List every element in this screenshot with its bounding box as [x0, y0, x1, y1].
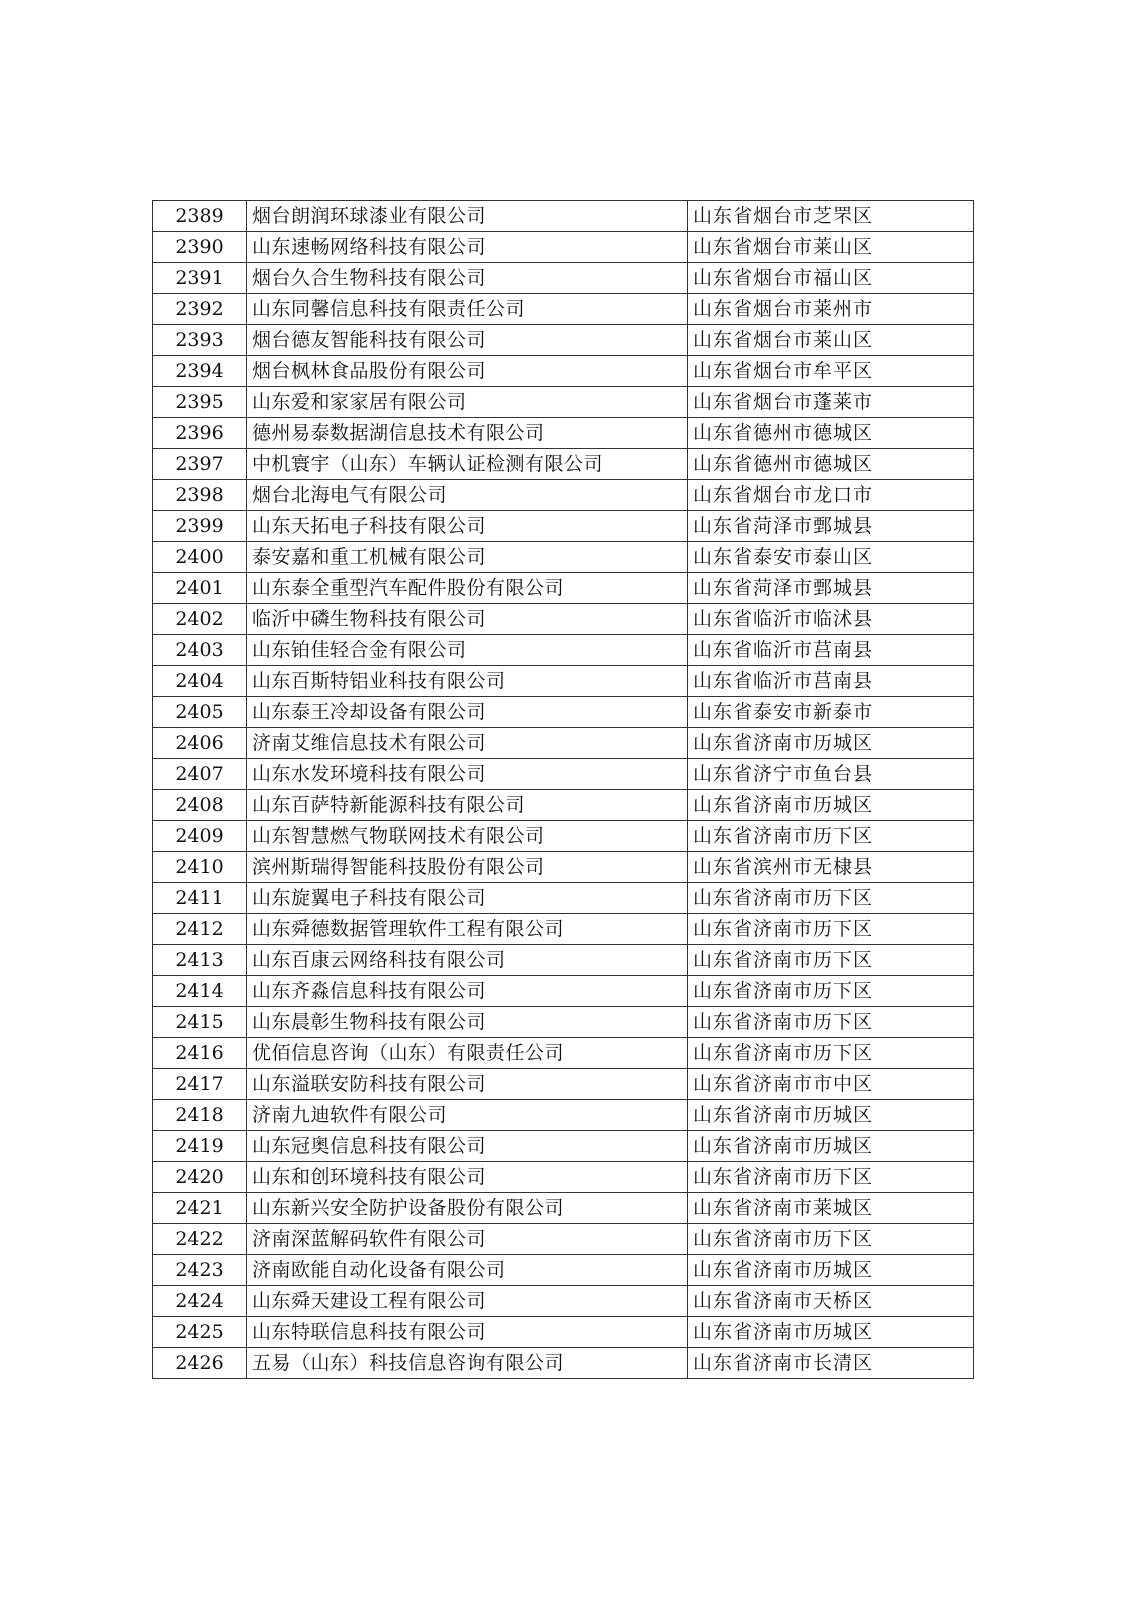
region-cell: 山东省济南市莱城区 [688, 1193, 974, 1224]
row-number-cell: 2421 [153, 1193, 247, 1224]
row-number-cell: 2416 [153, 1038, 247, 1069]
company-name-cell: 中机寰宇（山东）车辆认证检测有限公司 [247, 449, 688, 480]
company-name-cell: 山东铂佳轻合金有限公司 [247, 635, 688, 666]
row-number-cell: 2398 [153, 480, 247, 511]
company-name-cell: 山东舜德数据管理软件工程有限公司 [247, 914, 688, 945]
table-row [153, 263, 974, 294]
region-cell: 山东省德州市德城区 [688, 449, 974, 480]
table-row [153, 1317, 974, 1348]
table-row [153, 1348, 974, 1379]
table-row [153, 604, 974, 635]
row-number-cell: 2390 [153, 232, 247, 263]
region-cell: 山东省烟台市蓬莱市 [688, 387, 974, 418]
table-row [153, 1007, 974, 1038]
company-name-cell: 山东天拓电子科技有限公司 [247, 511, 688, 542]
company-name-cell: 泰安嘉和重工机械有限公司 [247, 542, 688, 573]
table-row [153, 356, 974, 387]
table-row [153, 790, 974, 821]
region-cell: 山东省烟台市福山区 [688, 263, 974, 294]
row-number-cell: 2407 [153, 759, 247, 790]
company-name-cell: 济南深蓝解码软件有限公司 [247, 1224, 688, 1255]
table-row [153, 852, 974, 883]
region-cell: 山东省济南市历下区 [688, 1007, 974, 1038]
region-cell: 山东省济南市历城区 [688, 790, 974, 821]
table-row [153, 945, 974, 976]
table-row [153, 480, 974, 511]
region-cell: 山东省济南市历城区 [688, 728, 974, 759]
region-cell: 山东省菏泽市鄄城县 [688, 573, 974, 604]
row-number-cell: 2389 [153, 201, 247, 232]
company-name-cell: 山东泰王冷却设备有限公司 [247, 697, 688, 728]
row-number-cell: 2395 [153, 387, 247, 418]
company-name-cell: 五易（山东）科技信息咨询有限公司 [247, 1348, 688, 1379]
table-row [153, 1255, 974, 1286]
row-number-cell: 2425 [153, 1317, 247, 1348]
company-name-cell: 滨州斯瑞得智能科技股份有限公司 [247, 852, 688, 883]
region-cell: 山东省临沂市莒南县 [688, 635, 974, 666]
table-row [153, 728, 974, 759]
region-cell: 山东省济南市历城区 [688, 1255, 974, 1286]
region-cell: 山东省滨州市无棣县 [688, 852, 974, 883]
region-cell: 山东省泰安市新泰市 [688, 697, 974, 728]
row-number-cell: 2426 [153, 1348, 247, 1379]
company-name-cell: 临沂中磷生物科技有限公司 [247, 604, 688, 635]
company-name-cell: 山东和创环境科技有限公司 [247, 1162, 688, 1193]
row-number-cell: 2394 [153, 356, 247, 387]
region-cell: 山东省济南市历下区 [688, 821, 974, 852]
region-cell: 山东省泰安市泰山区 [688, 542, 974, 573]
table-row [153, 1100, 974, 1131]
company-name-cell: 烟台久合生物科技有限公司 [247, 263, 688, 294]
table-row [153, 976, 974, 1007]
region-cell: 山东省烟台市莱山区 [688, 325, 974, 356]
row-number-cell: 2401 [153, 573, 247, 604]
company-name-cell: 优佰信息咨询（山东）有限责任公司 [247, 1038, 688, 1069]
region-cell: 山东省济南市历下区 [688, 914, 974, 945]
region-cell: 山东省烟台市莱州市 [688, 294, 974, 325]
table-row [153, 1131, 974, 1162]
company-name-cell: 山东智慧燃气物联网技术有限公司 [247, 821, 688, 852]
company-name-cell: 山东爱和家家居有限公司 [247, 387, 688, 418]
row-number-cell: 2417 [153, 1069, 247, 1100]
row-number-cell: 2420 [153, 1162, 247, 1193]
table-row [153, 914, 974, 945]
company-name-cell: 山东冠奥信息科技有限公司 [247, 1131, 688, 1162]
row-number-cell: 2399 [153, 511, 247, 542]
table-row [153, 1224, 974, 1255]
row-number-cell: 2414 [153, 976, 247, 1007]
row-number-cell: 2419 [153, 1131, 247, 1162]
row-number-cell: 2404 [153, 666, 247, 697]
table-row [153, 1069, 974, 1100]
row-number-cell: 2397 [153, 449, 247, 480]
company-name-cell: 山东特联信息科技有限公司 [247, 1317, 688, 1348]
region-cell: 山东省烟台市龙口市 [688, 480, 974, 511]
table-row [153, 511, 974, 542]
company-name-cell: 烟台枫林食品股份有限公司 [247, 356, 688, 387]
region-cell: 山东省济南市历下区 [688, 976, 974, 1007]
table-row [153, 449, 974, 480]
row-number-cell: 2411 [153, 883, 247, 914]
region-cell: 山东省济南市历下区 [688, 1224, 974, 1255]
region-cell: 山东省菏泽市鄄城县 [688, 511, 974, 542]
row-number-cell: 2391 [153, 263, 247, 294]
company-name-cell: 烟台朗润环球漆业有限公司 [247, 201, 688, 232]
region-cell: 山东省临沂市莒南县 [688, 666, 974, 697]
row-number-cell: 2400 [153, 542, 247, 573]
row-number-cell: 2392 [153, 294, 247, 325]
region-cell: 山东省济南市市中区 [688, 1069, 974, 1100]
company-name-cell: 济南艾维信息技术有限公司 [247, 728, 688, 759]
region-cell: 山东省济南市历城区 [688, 1131, 974, 1162]
region-cell: 山东省烟台市牟平区 [688, 356, 974, 387]
table-row [153, 325, 974, 356]
company-name-cell: 济南九迪软件有限公司 [247, 1100, 688, 1131]
table-body [153, 201, 974, 1379]
region-cell: 山东省济南市长清区 [688, 1348, 974, 1379]
table-row [153, 821, 974, 852]
row-number-cell: 2415 [153, 1007, 247, 1038]
row-number-cell: 2412 [153, 914, 247, 945]
company-name-cell: 济南欧能自动化设备有限公司 [247, 1255, 688, 1286]
table-row [153, 418, 974, 449]
company-name-cell: 烟台德友智能科技有限公司 [247, 325, 688, 356]
company-name-cell: 山东速畅网络科技有限公司 [247, 232, 688, 263]
table-row [153, 1193, 974, 1224]
row-number-cell: 2405 [153, 697, 247, 728]
company-name-cell: 山东百斯特铝业科技有限公司 [247, 666, 688, 697]
table-row [153, 759, 974, 790]
region-cell: 山东省济南市历城区 [688, 1100, 974, 1131]
row-number-cell: 2422 [153, 1224, 247, 1255]
row-number-cell: 2402 [153, 604, 247, 635]
region-cell: 山东省烟台市莱山区 [688, 232, 974, 263]
company-name-cell: 山东水发环境科技有限公司 [247, 759, 688, 790]
table-row [153, 635, 974, 666]
region-cell: 山东省济宁市鱼台县 [688, 759, 974, 790]
region-cell: 山东省临沂市临沭县 [688, 604, 974, 635]
company-list-table [152, 200, 974, 1379]
row-number-cell: 2423 [153, 1255, 247, 1286]
row-number-cell: 2408 [153, 790, 247, 821]
table-row [153, 294, 974, 325]
table-row [153, 573, 974, 604]
row-number-cell: 2418 [153, 1100, 247, 1131]
row-number-cell: 2403 [153, 635, 247, 666]
company-name-cell: 山东旋翼电子科技有限公司 [247, 883, 688, 914]
company-name-cell: 德州易泰数据湖信息技术有限公司 [247, 418, 688, 449]
table-row [153, 1038, 974, 1069]
company-name-cell: 山东泰全重型汽车配件股份有限公司 [247, 573, 688, 604]
table-row [153, 666, 974, 697]
row-number-cell: 2413 [153, 945, 247, 976]
region-cell: 山东省济南市历下区 [688, 945, 974, 976]
company-name-cell: 山东齐淼信息科技有限公司 [247, 976, 688, 1007]
table-row [153, 387, 974, 418]
row-number-cell: 2409 [153, 821, 247, 852]
table-row [153, 201, 974, 232]
row-number-cell: 2396 [153, 418, 247, 449]
company-name-cell: 山东溢联安防科技有限公司 [247, 1069, 688, 1100]
row-number-cell: 2410 [153, 852, 247, 883]
company-name-cell: 山东百康云网络科技有限公司 [247, 945, 688, 976]
table-row [153, 1286, 974, 1317]
company-name-cell: 山东同馨信息科技有限责任公司 [247, 294, 688, 325]
region-cell: 山东省济南市天桥区 [688, 1286, 974, 1317]
region-cell: 山东省德州市德城区 [688, 418, 974, 449]
row-number-cell: 2406 [153, 728, 247, 759]
region-cell: 山东省济南市历城区 [688, 1317, 974, 1348]
table-row [153, 1162, 974, 1193]
company-name-cell: 山东新兴安全防护设备股份有限公司 [247, 1193, 688, 1224]
table-row [153, 542, 974, 573]
company-name-cell: 山东舜天建设工程有限公司 [247, 1286, 688, 1317]
company-name-cell: 山东晨彰生物科技有限公司 [247, 1007, 688, 1038]
region-cell: 山东省济南市历下区 [688, 1162, 974, 1193]
region-cell: 山东省烟台市芝罘区 [688, 201, 974, 232]
row-number-cell: 2393 [153, 325, 247, 356]
row-number-cell: 2424 [153, 1286, 247, 1317]
table-row [153, 883, 974, 914]
region-cell: 山东省济南市历下区 [688, 1038, 974, 1069]
region-cell: 山东省济南市历下区 [688, 883, 974, 914]
company-name-cell: 烟台北海电气有限公司 [247, 480, 688, 511]
table-row [153, 232, 974, 263]
table-row [153, 697, 974, 728]
company-name-cell: 山东百萨特新能源科技有限公司 [247, 790, 688, 821]
